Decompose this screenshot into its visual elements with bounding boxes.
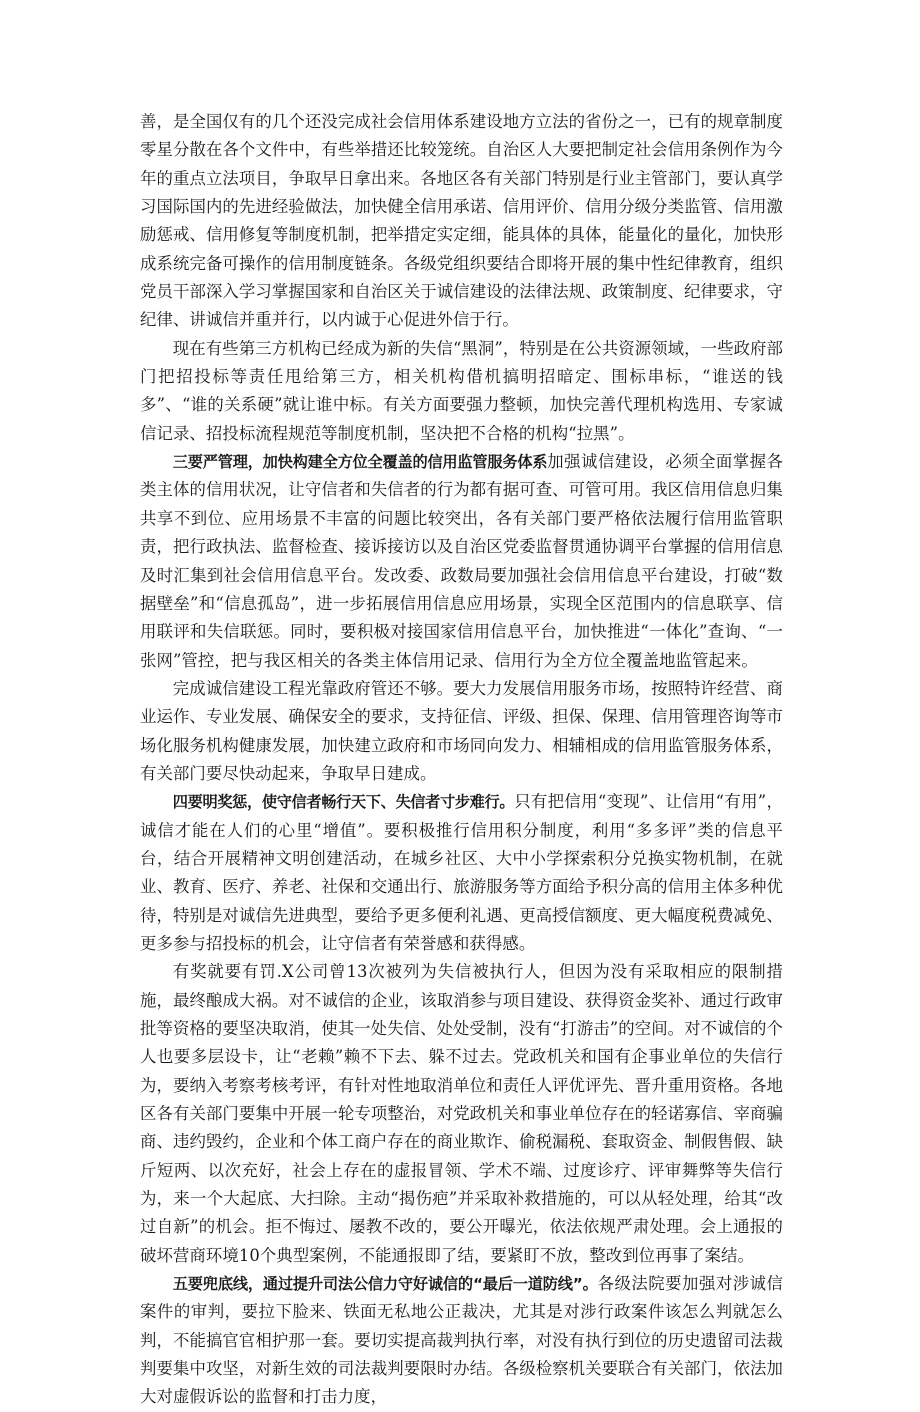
paragraph-3-text: 加强诚信建设，必须全面掌握各类主体的信用状况，让守信者和失信者的行为都有据可查、可管可用。我区信用信息归集共享不到位、应用场景不丰富的问题比较突出，各有关部门要严格依法履行信用监管职责，把行政执法、监督检查、接诉接访以及自治区党委监督贯通协调平台掌握的信用信息及时汇集到社会信用信息平台。发改委、政数局要加强社会信用信息平台建设，打破“数据壁垒”和“信息孤岛”，进一步拓展信用信息应用场景，实现全区范围内的信息联享、信用联评和失信联惩。同时，要积极对接国家信用信息平台，加快推进“一体化”查询、“一张网”管控，把与我区相关的各类主体信用记录、信用行为全方位全覆盖地监管起来。 xyxy=(140,452,783,670)
paragraph-5 xyxy=(140,788,783,958)
paragraph-1 xyxy=(140,108,783,335)
paragraph-5-text: 只有把信用“变现”、让信用“有用”，诚信才能在人们的心里“增值”。要积极推行信用积分制度，利用“多多评”类的信息平台，结合开展精神文明创建活动，在城乡社区、大中小学探索积分兑换实物机制，在就业、教育、医疗、养老、社保和交通出行、旅游服务等方面给予积分高的信用主体多种优待，特别是对诚信先进典型，要给予更多便利礼遇、更高授信额度、更大幅度税费减免、更多参与招投标的机会，让守信者有荣誉感和获得感。 xyxy=(140,792,783,953)
paragraph-4 xyxy=(140,675,783,788)
paragraph-6 xyxy=(140,958,783,1270)
paragraph-3-heading: 三要严管理，加快构建全方位全覆盖的信用监管服务体系 xyxy=(172,453,548,472)
paragraph-5-heading: 四要明奖惩，使守信者畅行天下、失信者寸步难行。 xyxy=(172,793,515,812)
paragraph-6-text: 有奖就要有罚.X公司曾13次被列为失信被执行人，但因为没有采取相应的限制措施，最终酿成大祸。对不诚信的企业，该取消参与项目建设、获得资金奖补、通过行政审批等资格的要坚决取消，使其一处失信、处处受制，没有“打游击”的空间。对不诚信的个人也要多层设卡，让“老赖”赖不下去、躲不过去。党政机关和国有企事业单位的失信行为，要纳入考察考核考评，有针对性地取消单位和责任人评优评先、晋升重用资格。各地区各有关部门要集中开展一轮专项整治，对党政机关和事业单位存在的轻诺寡信、宰商骗商、违约毁约，企业和个体工商户存在的商业欺诈、偷税漏税、套取资金、制假售假、缺斤短两、以次充好，社会上存在的虚报冒领、学术不端、过度诊疗、评审舞弊等失信行为，来一个大起底、大扫除。主动“揭伤疤”并采取补救措施的，可以从轻处理，给其“改过自新”的机会。拒不悔过、屡教不改的，要公开曝光，依法依规严肃处理。会上通报的破坏营商环境10个典型案例，不能通报即了结，要紧盯不放，整改到位再事了案结。 xyxy=(140,962,783,1265)
document-body xyxy=(140,108,783,1412)
paragraph-4-text: 完成诚信建设工程光靠政府管还不够。要大力发展信用服务市场，按照特许经营、商业运作、专业发展、确保安全的要求，支持征信、评级、担保、保理、信用管理咨询等市场化服务机构健康发展，加快建立政府和市场同向发力、相辅相成的信用监管服务体系，有关部门要尽快动起来，争取早日建成。 xyxy=(140,678,783,783)
paragraph-7 xyxy=(140,1270,783,1412)
paragraph-3 xyxy=(140,448,783,675)
paragraph-2 xyxy=(140,335,783,448)
paragraph-7-heading: 五要兜底线，通过提升司法公信力守好诚信的“最后一道防线”。 xyxy=(172,1275,598,1294)
paragraph-2-text: 现在有些第三方机构已经成为新的失信“黑洞”，特别是在公共资源领域，一些政府部门把招投标等责任甩给第三方，相关机构借机搞明招暗定、围标串标，“谁送的钱多”、“谁的关系硬”就让谁中标。有关方面要强力整顿，加快完善代理机构选用、专家诚信记录、招投标流程规范等制度机制，坚决把不合格的机构“拉黑”。 xyxy=(140,338,783,443)
paragraph-7-text: 各级法院要加强对涉诚信案件的审判，要拉下脸来、铁面无私地公正裁决，尤其是对涉行政案件该怎么判就怎么判，不能搞官官相护那一套。要切实提高裁判执行率，对没有执行到位的历史遗留司法裁判要集中攻坚，对新生效的司法裁判要限时办结。各级检察机关要联合有关部门，依法加大对虚假诉讼的监督和打击力度， xyxy=(140,1274,783,1407)
paragraph-1-text: 善，是全国仅有的几个还没完成社会信用体系建设地方立法的省份之一，已有的规章制度零星分散在各个文件中，有些举措还比较笼统。自治区人大要把制定社会信用条例作为今年的重点立法项目，争取早日拿出来。各地区各有关部门特别是行业主管部门，要认真学习国际国内的先进经验做法，加快健全信用承诺、信用评价、信用分级分类监管、信用激励惩戒、信用修复等制度机制，把举措定实定细，能具体的具体，能量化的量化，加快形成系统完备可操作的信用制度链条。各级党组织要结合即将开展的集中性纪律教育，组织党员干部深入学习掌握国家和自治区关于诚信建设的法律法规、政策制度、纪律要求，守纪律、讲诚信并重并行，以内诚于心促进外信于行。 xyxy=(140,112,783,330)
